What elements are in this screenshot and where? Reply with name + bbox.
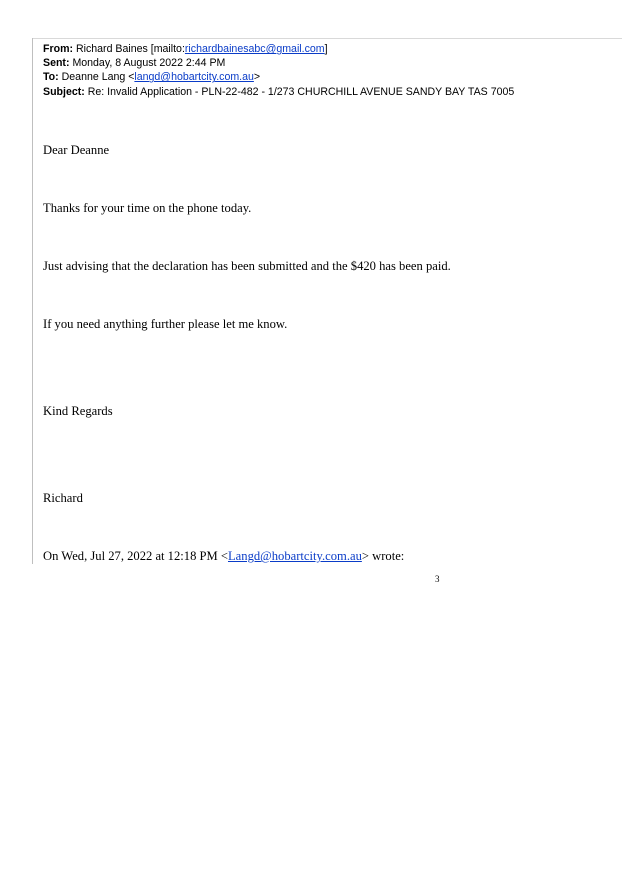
body-line-further: If you need anything further please let me know. [43,317,288,331]
signature: Richard [43,491,83,505]
to-line [43,70,613,84]
to-email-link[interactable]: langd@hobartcity.com.au [134,71,254,84]
body-line-declaration: Just advising that the declaration has been submitted and the $420 has been paid. [43,259,451,273]
quote-email-link[interactable]: Langd@hobartcity.com.au [227,549,362,563]
greeting: Dear Deanne [43,143,110,157]
email-header [43,42,613,99]
signoff: Kind Regards [43,404,113,418]
header-divider [32,38,622,39]
from-name: Richard Baines [mailto: [75,43,185,55]
from-line [43,42,613,56]
to-label: To: [43,71,59,84]
page-number: 3 [435,574,440,584]
quote-prefix: On Wed, Jul 27, 2022 at 12:18 PM < [43,549,228,563]
to-name: Deanne Lang < [61,71,135,84]
subject-line [43,85,613,99]
to-close: > [253,71,261,84]
body-line-thanks: Thanks for your time on the phone today. [43,201,252,215]
from-email-link[interactable]: richardbainesabc@gmail.com [184,43,325,55]
sent-label: Sent: [43,57,70,70]
from-close: ] [324,43,328,55]
sent-value: Monday, 8 August 2022 2:44 PM [72,57,226,70]
quote-suffix: > wrote: [361,549,405,563]
sent-line [43,56,613,70]
quoted-reply-header [43,548,404,564]
subject-value: Re: Invalid Application - PLN-22-482 - 1/273 CHURCHILL AVENUE SANDY BAY TAS 7005 [87,85,515,98]
quote-bar [32,38,33,564]
from-label: From: [43,43,74,55]
subject-label: Subject: [43,85,85,98]
